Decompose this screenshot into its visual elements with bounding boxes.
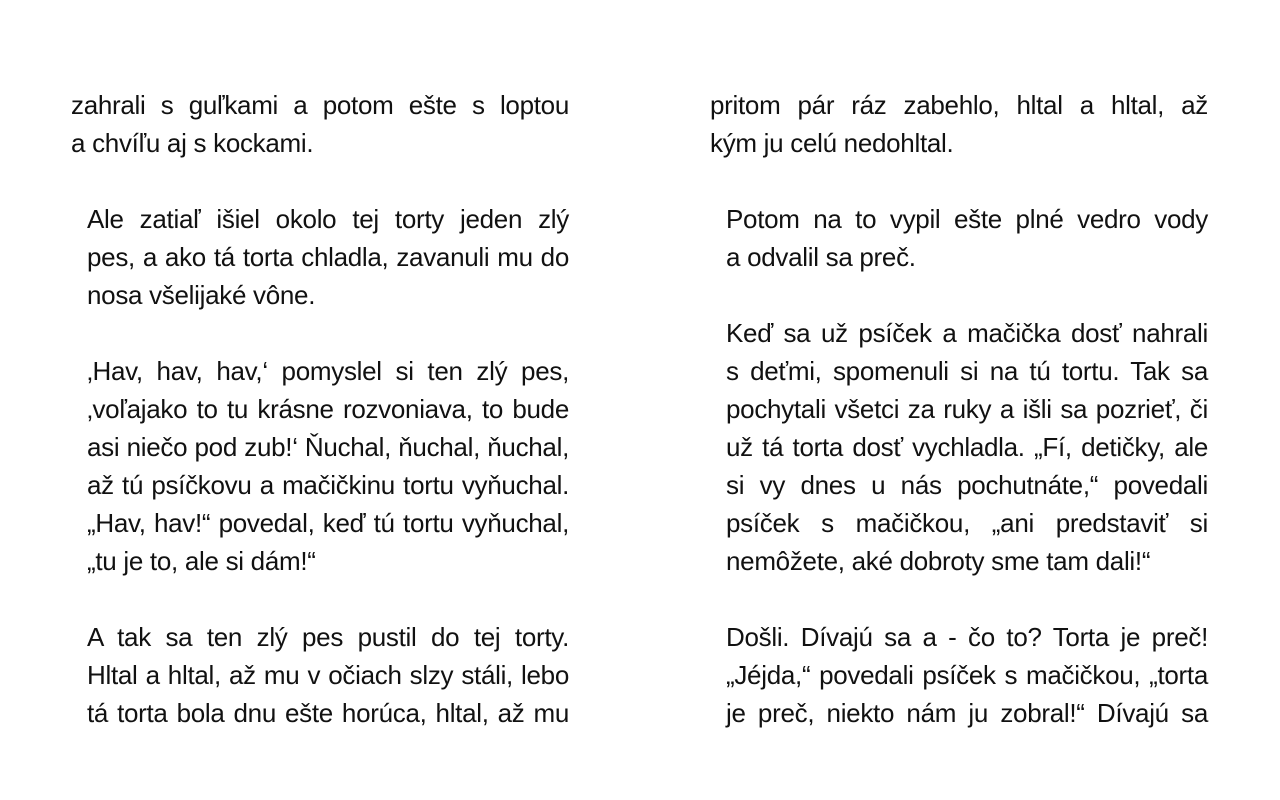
text-line: zahrali s guľkami a potom ešte s loptou — [71, 90, 569, 120]
text-line: si vy dnes u nás pochutnáte,“ povedali — [726, 470, 1208, 500]
text-line: A tak sa ten zlý pes pustil do tej torty. — [87, 622, 569, 652]
text-line: Ale zatiaľ išiel okolo tej torty jeden zlý — [87, 204, 569, 234]
text-line: až tú psíčkovu a mačičkinu tortu vyňuchal. — [87, 470, 569, 500]
paragraph — [71, 86, 569, 162]
text-line: asi niečo pod zub!‘ Ňuchal, ňuchal, ňuchal, — [87, 432, 569, 462]
text-line: Hltal a hltal, až mu v očiach slzy stáli, lebo — [87, 660, 569, 690]
text-line: a chvíľu aj s kockami. — [71, 128, 314, 158]
left-page — [71, 86, 569, 770]
text-line: kým ju celú nedohltal. — [710, 128, 954, 158]
text-line: pes, a ako tá torta chladla, zavanuli mu do — [87, 242, 569, 272]
text-line: nosa všelijaké vône. — [87, 280, 316, 310]
text-line: pritom pár ráz zabehlo, hltal a hltal, až — [710, 90, 1208, 120]
text-line: „Jéjda,“ povedali psíček s mačičkou, „torta — [726, 660, 1208, 690]
text-line: už tá torta dosť vychladla. „Fí, detičky, ale — [726, 432, 1208, 462]
text-line: „Hav, hav!“ povedal, keď tú tortu vyňuchal, — [87, 508, 569, 538]
text-line: je preč, niekto nám ju zobral!“ Dívajú sa — [726, 698, 1208, 728]
text-line: Keď sa už psíček a mačička dosť nahrali — [726, 318, 1208, 348]
paragraph — [710, 86, 1208, 162]
text-line: „tu je to, ale si dám!“ — [87, 546, 316, 576]
paragraph — [710, 200, 1208, 276]
text-line: nemôžete, aké dobroty sme tam dali!“ — [726, 546, 1151, 576]
paragraph — [71, 200, 569, 314]
text-line: a odvalil sa preč. — [726, 242, 916, 272]
paragraph — [710, 618, 1208, 732]
text-line: s deťmi, spomenuli si na tú tortu. Tak sa — [726, 356, 1208, 386]
text-line: Došli. Dívajú sa a - čo to? Torta je preč! — [726, 622, 1208, 652]
text-line: Potom na to vypil ešte plné vedro vody — [726, 204, 1208, 234]
text-line: pochytali všetci za ruky a išli sa pozrieť, či — [726, 394, 1208, 424]
text-line: ‚voľajako to tu krásne rozvoniava, to bude — [87, 394, 569, 424]
text-line: psíček s mačičkou, „ani predstaviť si — [726, 508, 1208, 538]
paragraph — [71, 352, 569, 580]
right-page — [710, 86, 1208, 770]
text-line: tá torta bola dnu ešte horúca, hltal, až mu — [87, 698, 569, 728]
paragraph — [710, 314, 1208, 580]
paragraph — [71, 618, 569, 732]
text-line: ‚Hav, hav, hav,‘ pomyslel si ten zlý pes, — [87, 356, 569, 386]
